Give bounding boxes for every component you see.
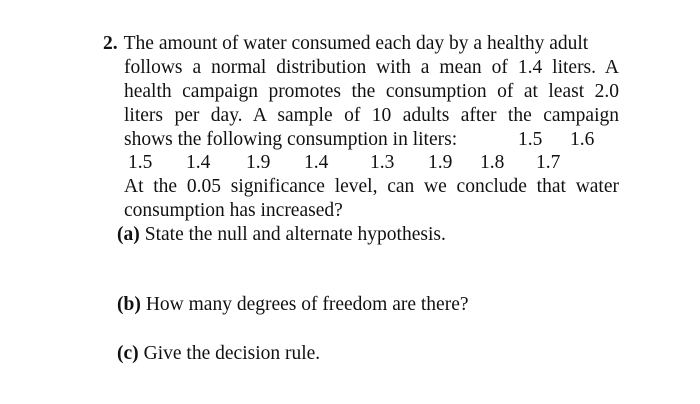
part-label: (c) — [117, 343, 139, 364]
part-label: (a) — [117, 224, 140, 245]
problem-line-1 — [103, 32, 588, 56]
part-c — [117, 342, 320, 366]
sample-value: 1.8 — [480, 152, 505, 173]
part-text: State the null and alternate hypothesis. — [144, 224, 446, 245]
question-line-1: At the 0.05 significance level, can we conclude that water — [124, 176, 619, 197]
part-label: (b) — [117, 294, 141, 315]
sample-value: 1.9 — [246, 152, 271, 173]
sample-value: 1.4 — [304, 152, 329, 173]
sample-values-row-2 — [0, 151, 700, 175]
problem-line-4: liters per day. A sample of 10 adults after the campaign — [124, 105, 619, 126]
question-line-2: consumption has increased? — [124, 200, 343, 221]
problem-text-line: shows the following consumption in liters: — [124, 129, 458, 150]
sample-value: 1.5 — [128, 152, 153, 173]
sample-value: 1.5 — [518, 129, 543, 150]
sample-value: 1.7 — [536, 152, 561, 173]
part-text: How many degrees of freedom are there? — [145, 294, 469, 315]
sample-value: 1.3 — [370, 152, 395, 173]
problem-number: 2. — [103, 33, 118, 54]
sample-value: 1.4 — [186, 152, 211, 173]
part-text: Give the decision rule. — [143, 343, 321, 364]
sample-value: 1.6 — [570, 129, 595, 150]
problem-line-2: follows a normal distribution with a mean of 1.4 liters. A — [124, 57, 619, 78]
part-a — [117, 223, 446, 247]
problem-line-5 — [124, 128, 624, 152]
problem-text-line: The amount of water consumed each day by a healthy adult — [123, 33, 589, 54]
sample-value: 1.9 — [428, 152, 453, 173]
problem-line-3: health campaign promotes the consumption of at least 2.0 — [124, 81, 619, 102]
part-b — [117, 293, 469, 317]
